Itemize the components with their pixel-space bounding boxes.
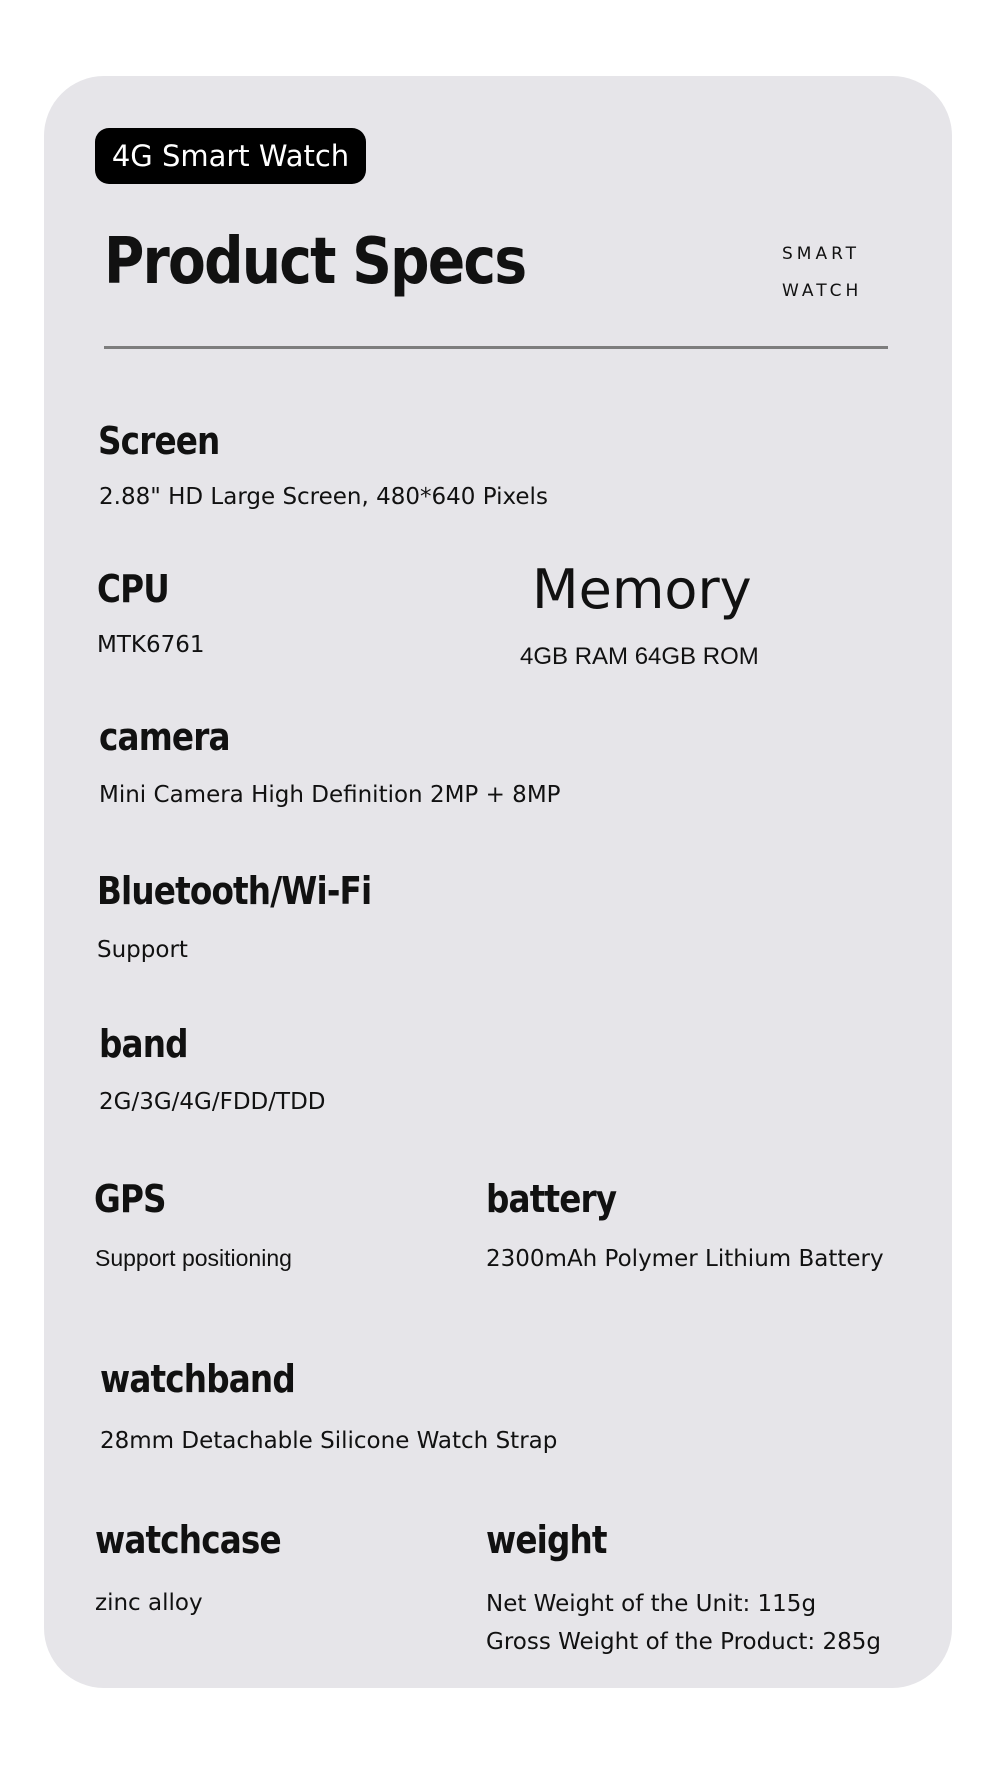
page-title: Product Specs	[104, 225, 526, 299]
memory-value: 4GB RAM 64GB ROM	[520, 643, 759, 670]
gross-weight-value: Gross Weight of the Product: 285g	[486, 1629, 881, 1655]
weight-heading: weight	[486, 1518, 607, 1562]
battery-value: 2300mAh Polymer Lithium Battery	[486, 1246, 884, 1272]
screen-value: 2.88" HD Large Screen, 480*640 Pixels	[99, 484, 548, 510]
camera-value: Mini Camera High Definition 2MP + 8MP	[99, 782, 561, 808]
screen-heading: Screen	[98, 419, 220, 463]
title-divider	[104, 346, 888, 349]
watchband-value: 28mm Detachable Silicone Watch Strap	[100, 1428, 558, 1454]
gps-heading: GPS	[94, 1177, 166, 1221]
product-badge: 4G Smart Watch	[95, 128, 366, 184]
bluetooth-wifi-value: Support	[97, 937, 188, 963]
watchcase-heading: watchcase	[95, 1518, 281, 1562]
camera-heading: camera	[99, 715, 230, 759]
net-weight-value: Net Weight of the Unit: 115g	[486, 1591, 817, 1617]
watchband-heading: watchband	[100, 1357, 295, 1401]
gps-value: Support positioning	[95, 1245, 292, 1271]
band-heading: band	[99, 1022, 188, 1066]
brand-line-2: WATCH	[782, 281, 863, 301]
cpu-value: MTK6761	[97, 632, 205, 658]
cpu-heading: CPU	[97, 567, 169, 611]
memory-heading: Memory	[532, 558, 752, 621]
bluetooth-wifi-heading: Bluetooth/Wi-Fi	[97, 869, 372, 913]
watchcase-value: zinc alloy	[95, 1590, 203, 1616]
band-value: 2G/3G/4G/FDD/TDD	[99, 1089, 326, 1115]
brand-line-1: SMART	[782, 244, 861, 264]
battery-heading: battery	[486, 1177, 617, 1221]
